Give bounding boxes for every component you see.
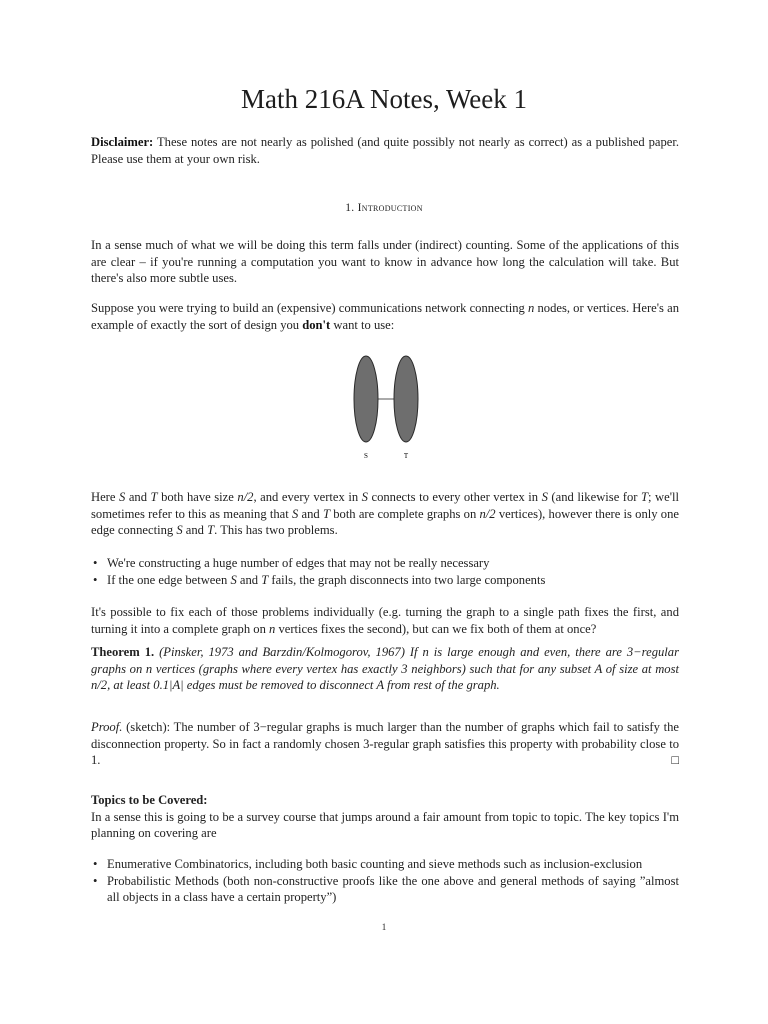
graph-figure xyxy=(340,352,430,462)
qed-symbol: □ xyxy=(671,753,679,767)
label-s: S xyxy=(364,452,368,460)
math-n: n xyxy=(528,301,535,315)
proof-text: (sketch): The number of 3−regular graphs is much larger than the number of graphs which fail to satisfy the disconnection property. So in fact a randomly chosen 3-regular graph satisfies this property with probability close to 1. xyxy=(91,720,679,767)
disclaimer-paragraph xyxy=(91,134,679,167)
vertex-set-t xyxy=(394,356,418,442)
topics-section xyxy=(91,792,679,842)
sets-paragraph: Here S and T both have size n/2, and every vertex in S connects to every other vertex in S (and likewise for T; we'll sometimes refer to this as meaning that S and T both are complete graphs on n/2 vertices), however there is only one edge connecting S and T. This has two problems. xyxy=(91,490,680,537)
list-item: • We're constructing a huge number of edges that may not be really necessary xyxy=(91,555,679,572)
intro-paragraph: In a sense much of what we will be doing this term falls under (indirect) counting. Some of the applications of this are clear – if you're running a computation you want to know in advance how long the calculation will take. But there's also more subtle uses. xyxy=(91,238,679,285)
list-item: • Enumerative Combinatorics, including both basic counting and sieve methods such as inclusion-exclusion xyxy=(91,856,679,873)
vertex-set-s xyxy=(354,356,378,442)
theorem-text: (Pinsker, 1973 and Barzdin/Kolmogorov, 1967) If n is large enough and even, there are 3−regular graphs on n vertices (graphs where every vertex has exactly 3 neighbors) such that for any subset A of size at most n/2, at least 0.1|A| edges must be removed to disconnect A from rest of the graph. xyxy=(91,645,679,692)
document-title: Math 216A Notes, Week 1 xyxy=(240,84,528,114)
emphasis-dont: don't xyxy=(302,317,331,332)
topics-intro: In a sense this is going to be a survey course that jumps around a fair amount from topic to topic. The key topics I'm planning on covering are xyxy=(91,809,679,840)
topics-heading: Topics to be Covered: xyxy=(91,793,208,807)
disclaimer-text: These notes are not nearly as polished (and quite possibly not nearly as correct) as a published paper. Please use them at your own risk. xyxy=(91,135,679,166)
section-number: 1. xyxy=(345,202,355,214)
label-t: T xyxy=(403,452,409,460)
problems-list xyxy=(91,555,679,588)
proof-label: Proof. xyxy=(91,720,123,734)
list-item: • Probabilistic Methods (both non-constructive proofs like the one above and general methods of saying ”almost all objects in a class have a certain property”) xyxy=(91,873,679,906)
fix-paragraph: It's possible to fix each of those problems individually (e.g. turning the graph to a single path fixes the first, and turning it into a complete graph on n vertices fixes the second), but can we fix both of them at once? xyxy=(91,605,679,636)
topics-list xyxy=(91,856,679,906)
page-number: 1 xyxy=(381,922,387,932)
list-item: • If the one edge between S and T fails, the graph disconnects into two large components xyxy=(91,572,679,589)
section-heading xyxy=(0,201,768,215)
section-title: Introduction xyxy=(357,202,423,214)
theorem-label: Theorem 1. xyxy=(91,645,155,659)
proof-block xyxy=(91,719,679,769)
theorem-block xyxy=(91,644,679,694)
disclaimer-label: Disclaimer: xyxy=(91,135,154,149)
network-paragraph: Suppose you were trying to build an (expensive) communications network connecting n nodes, or vertices. Here's an example of exactly the sort of design you don't want to use: xyxy=(91,301,679,332)
